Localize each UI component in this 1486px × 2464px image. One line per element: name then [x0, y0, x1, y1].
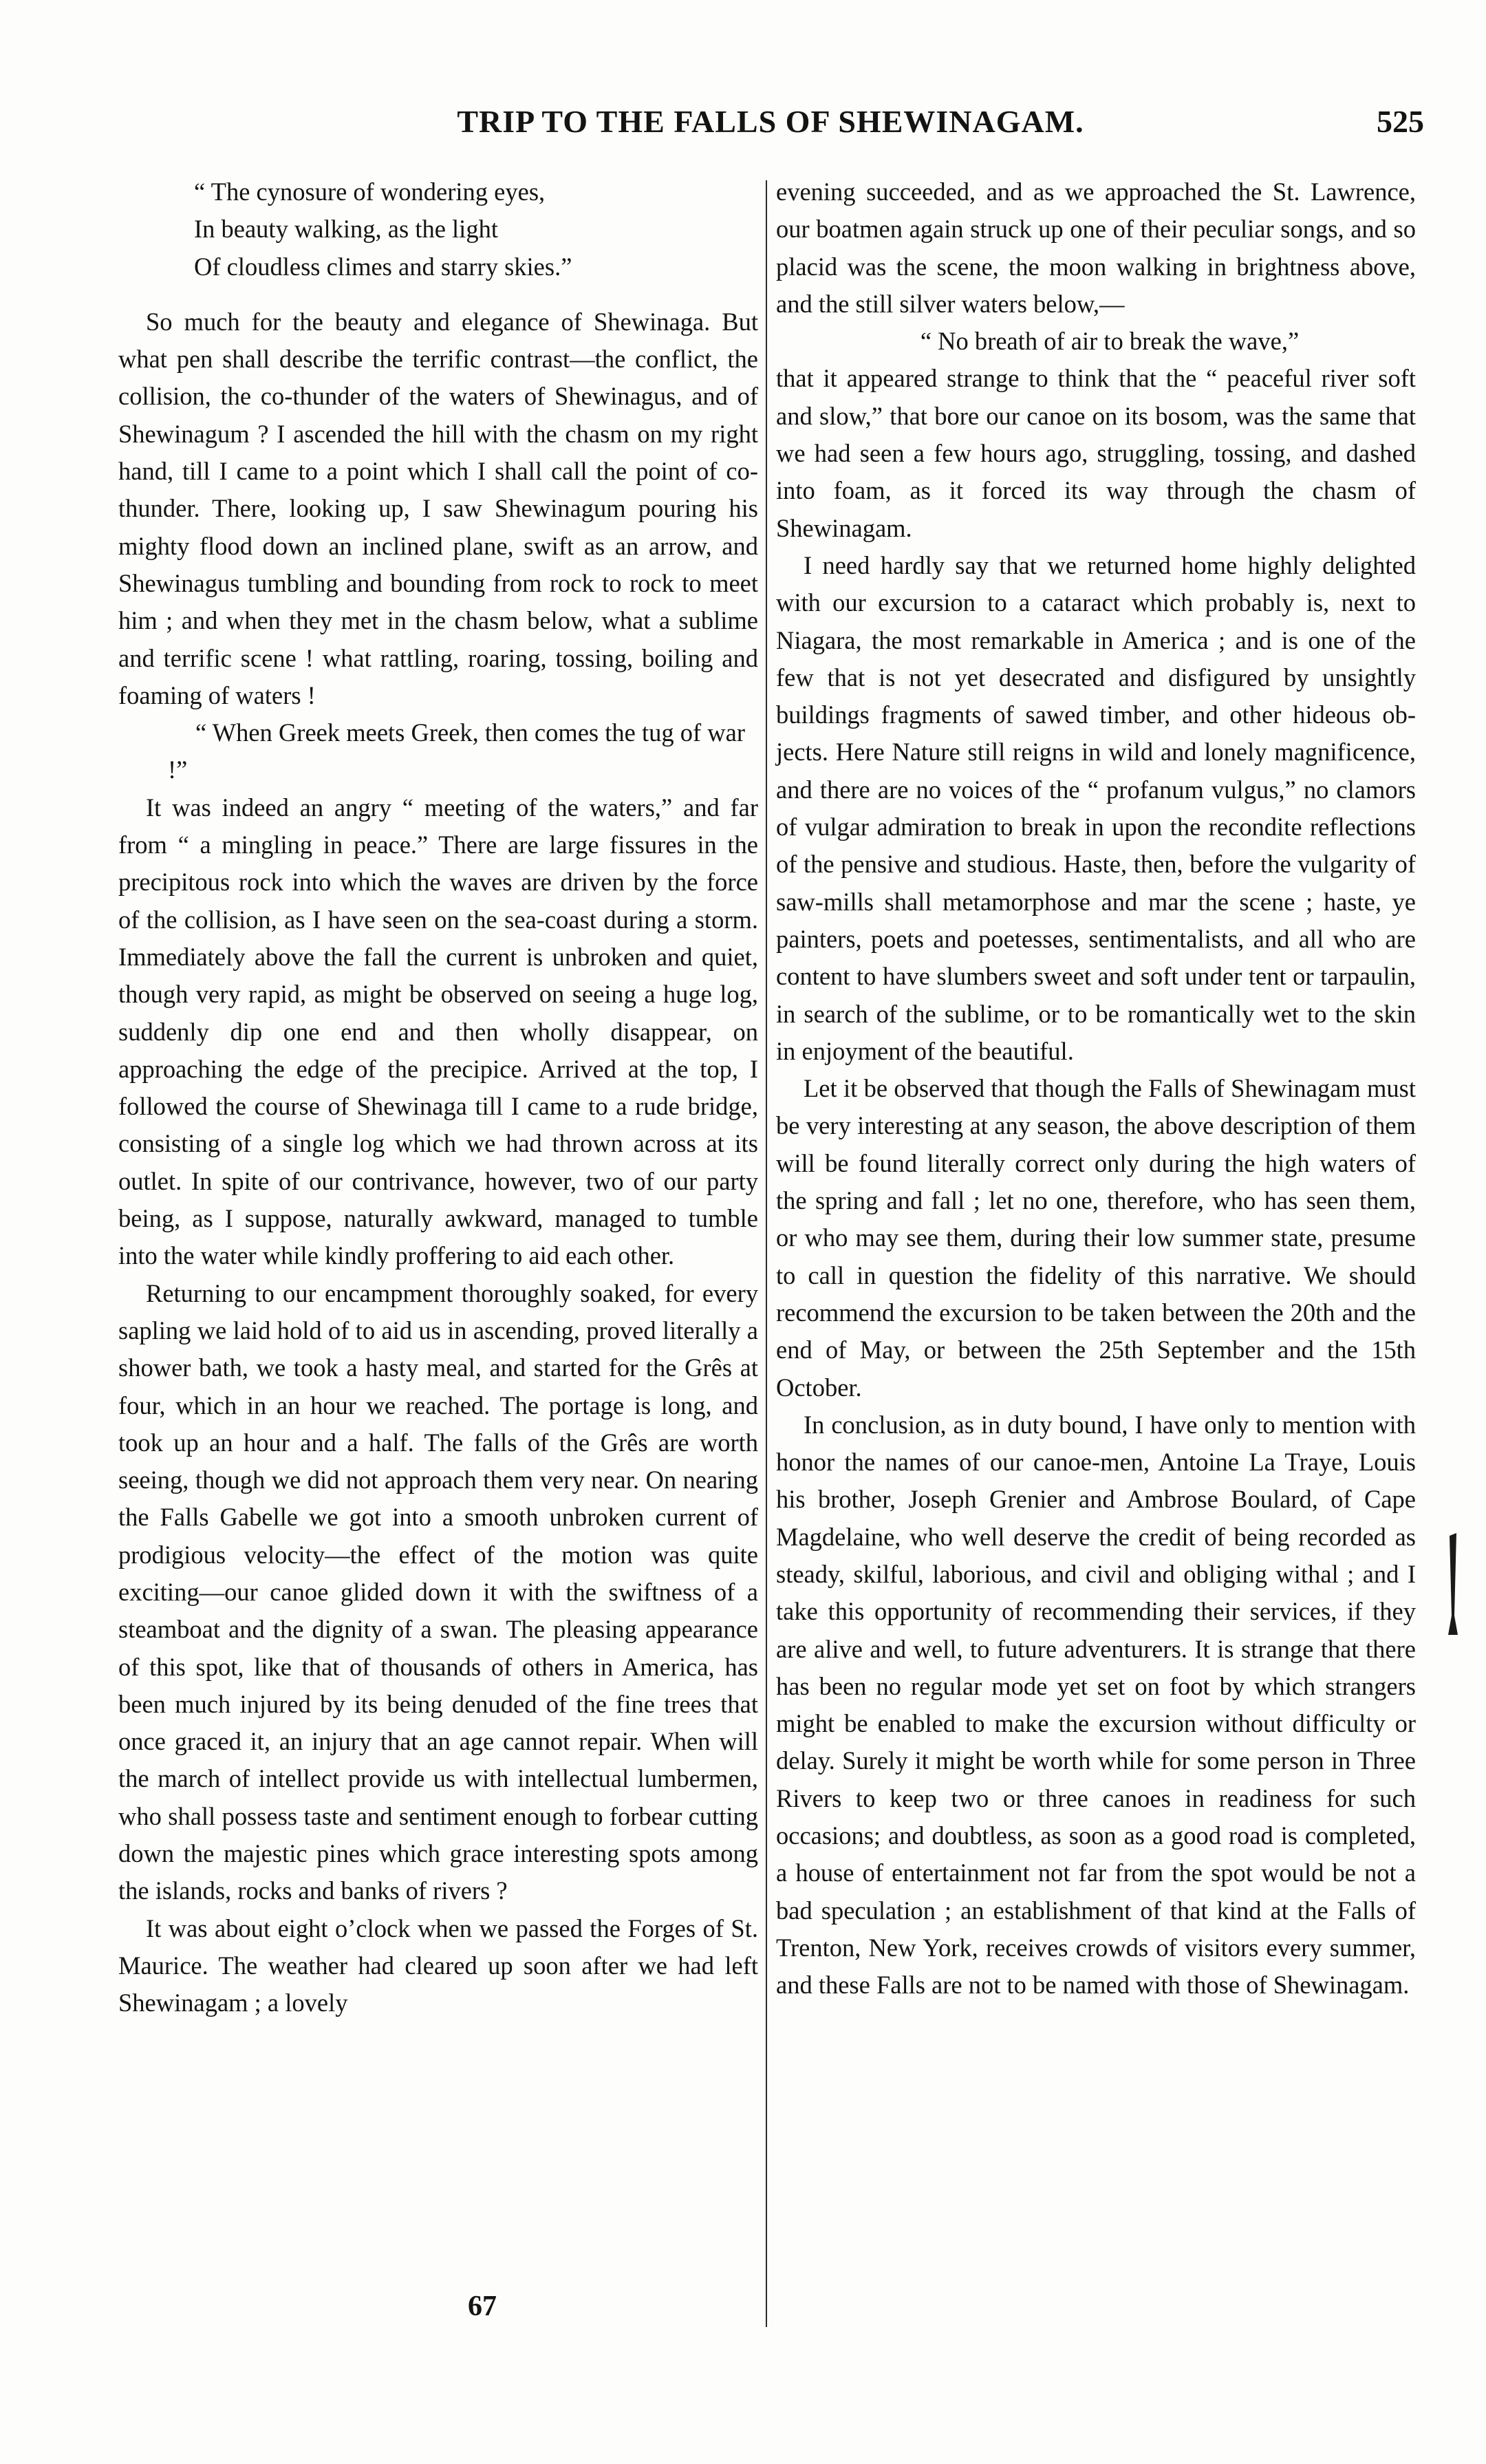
- margin-bracket-icon: [1447, 1533, 1459, 1636]
- block-quotation: “ When Greek meets Greek, then comes the tug of war !”: [168, 718, 745, 784]
- column-divider: [766, 180, 767, 2327]
- page-title: TRIP TO THE FALLS OF SHEWINAGAM.: [457, 104, 1084, 139]
- verse-line: “ The cynosure of wondering eyes,: [194, 178, 546, 206]
- paragraph: Let it be observed that though the Falls of Shewinagam must be very interesting at any season, the above description of them will be found literally correct only during the high waters of the spring and fall ; let no one, therefore, who has seen them, or who may see them, during their low summer state, presume to call in question the fidelity of this narrative. We should recommend the excursion to be taken between the 20th and the end of May, or between the 25th September and the 15th October.: [776, 1074, 1416, 1402]
- block-quotation: “ No breath of air to break the wave,”: [920, 327, 1300, 356]
- left-column: [118, 173, 758, 2022]
- signature-mark: 67: [468, 2291, 497, 2322]
- paragraph: So much for the beauty and elegance of Shewinaga. But what pen shall describe the terrific contrast—the conflict, the collision, the co-thunder of the waters of Shewinagus, and of Shewinagum ? I ascended the hill with the chasm on my right hand, till I came to a point which I shall call the point of co-thunder. There, looking up, I saw Shewinagum pouring his mighty flood down an inclined plane, swift as an arrow, and Shewinagus tumbling and bounding from rock to rock to meet him ; and when they met in the chasm below, what a sublime and terrific scene ! what rattling, roaring, tossing, boiling and foaming of waters !: [118, 307, 758, 709]
- paragraph: It was about eight o’clock when we passed the Forges of St. Maurice. The weather had cleared up soon after we had left Shewinagam ; a lovely: [118, 1914, 758, 2017]
- paragraph: Returning to our encampment thoroughly soaked, for every sapling we laid hold of to aid us in ascending, proved literally a shower bath, we took a hasty meal, and started for the Grês at four, which in an hour we reached. The portage is long, and took up an hour and a half. The falls of the Grês are worth seeing, though we did not approach them very near. On nearing the Falls Gabelle we got into a smooth unbroken current of prodigious velocity—the effect of the motion was quite exciting—our canoe glided down it with the swiftness of a steamboat and the dignity of a swan. The pleasing appearance of this spot, like that of thousands of others in America, has been much injured by its being denuded of the fine trees that once graced it, an injury that an age cannot repair. When will the march of intellect provide us with intellectual lumbermen, who shall possess taste and sentiment enough to forbear cutting down the majestic pines which grace interesting spots among the islands, rocks and banks of rivers ?: [118, 1278, 758, 1905]
- verse-line: In beauty walking, as the light: [194, 215, 498, 244]
- page-number: 525: [1377, 104, 1424, 139]
- paragraph: It was indeed an angry “ meeting of the waters,” and far from “ a mingling in peace.” There are large fissures in the precipitous rock into which the waves are driven by the force of the collision, as I have seen on the sea-coast during a storm. Immediately above the fall the current is unbroken and quiet, though very rapid, as might be observed on seeing a huge log, suddenly dip one end and then wholly disappear, on approaching the edge of the precipice. Arrived at the top, I followed the course of Shewinaga till I came to a rude bridge, consisting of a single log which we had thrown across at its outlet. In spite of our contrivance, however, two of our party being, as I suppose, naturally awkward, managed to tumble into the water while kindly proffering to aid each other.: [118, 793, 758, 1270]
- right-column: [776, 173, 1416, 2004]
- paragraph-continued: evening succeeded, and as we approached the St. Lawrence, our boatmen again struck up one of their peculiar songs, and so placid was the scene, the moon walking in brightness above, and the still silver waters below,—: [776, 178, 1416, 318]
- paragraph: I need hardly say that we returned home highly delighted with our excursion to a cataract which probably is, next to Niagara, the most remarkable in America ; and is one of the few that is not yet desecrated and disfigured by unsightly buildings fragments of sawed timber, and other hideous objects. Here Nature still reigns in wild and lonely magnificence, and there are no voices of the “ profanum vulgus,” no clamors of vulgar admiration to break in upon the recondite reflections of the pensive and studious. Haste, then, before the vulgarity of saw-mills shall metamorphose and mar the scene ; haste, ye painters, poets and poetesses, sentimentalists, and all who are content to have slumbers sweet and soft under tent or tarpaulin, in search of the sublime, or to be romantically wet to the skin in enjoyment of the beautiful.: [776, 550, 1416, 1065]
- paragraph-continued: that it appeared strange to think that the “ peaceful river soft and slow,” that bore our canoe on its bosom, was the same that we had seen a few hours ago, struggling, tossing, and dashed into foam, as it forced its way through the chasm of Shewinagam.: [776, 364, 1416, 542]
- running-head: [117, 103, 1424, 151]
- verse-quotation: [118, 173, 758, 286]
- paragraph: In conclusion, as in duty bound, I have only to mention with honor the names of our canoe-men, Antoine La Traye, Louis his brother, Joseph Grenier and Ambrose Boulard, of Cape Magdelaine, who well deserve the credit of being recorded as steady, skilful, laborious, and civil and obliging withal ; and I take this opportunity of recommending their services, if they are alive and well, to future adventurers. It is strange that there has been no regular mode yet set on foot by which strangers might be enabled to make the excursion without difficulty or delay. Surely it might be worth while for some person in Three Rivers to keep two or three canoes in readiness for such occasions; and doubtless, as soon as a good road is completed, a house of entertainment not far from the spot would be not a bad speculation ; an establishment of that kind at the Falls of Trenton, New York, receives crowds of visitors every summer, and these Falls are not to be named with those of Shewinagam.: [776, 1410, 1416, 2000]
- verse-line: Of cloudless climes and starry skies.”: [194, 252, 572, 281]
